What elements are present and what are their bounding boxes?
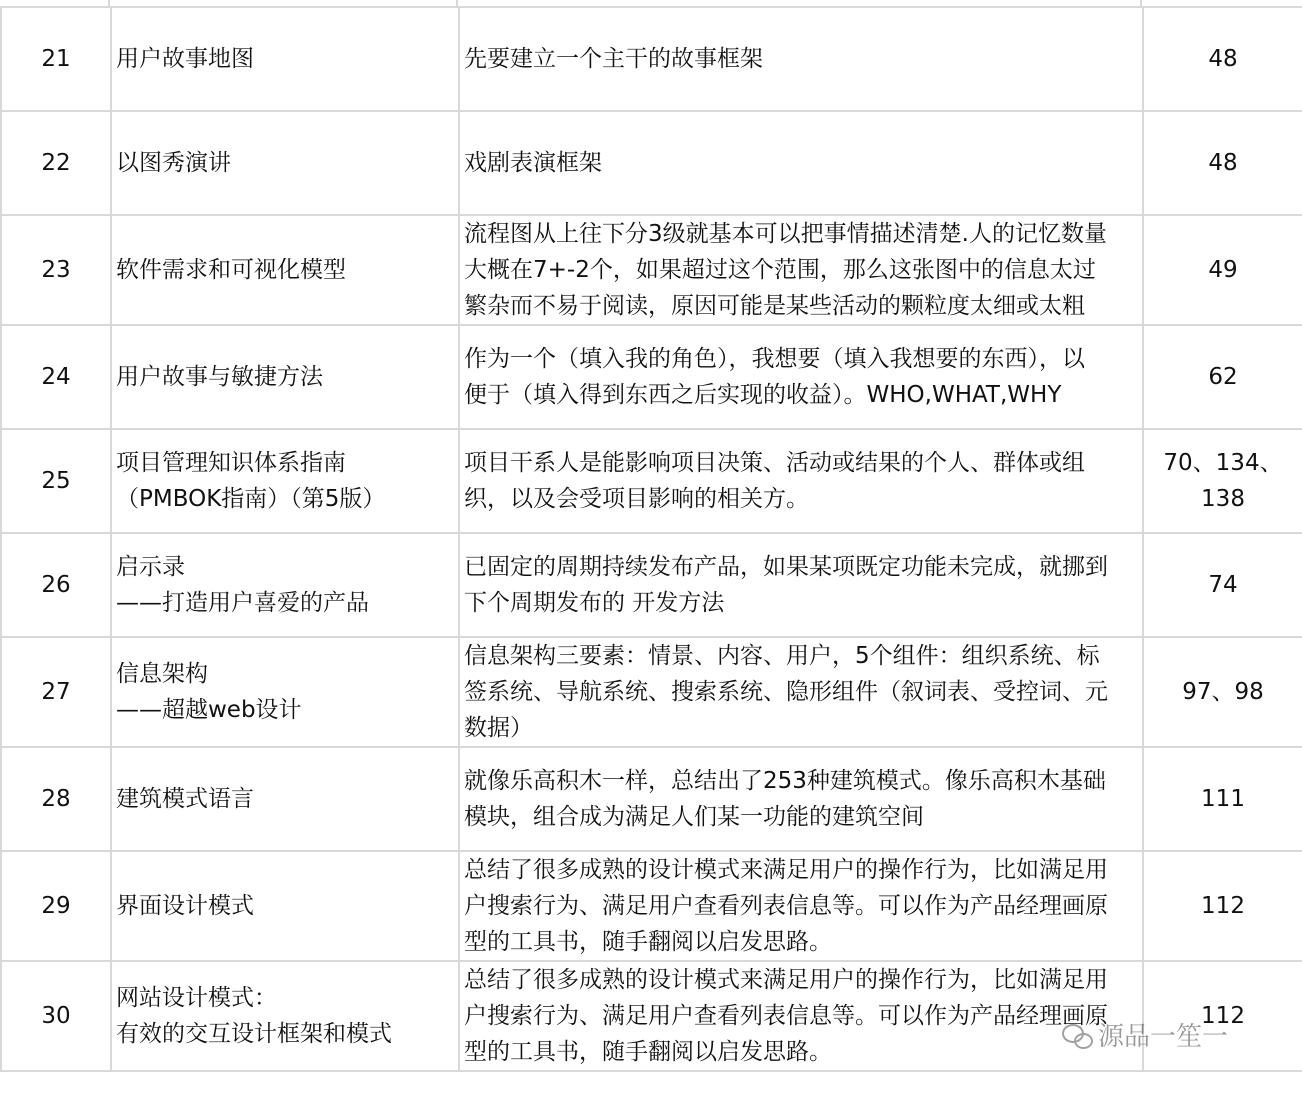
book-title-cell — [111, 215, 459, 325]
page-reference-cell — [1143, 637, 1302, 747]
row-number-cell — [1, 7, 111, 111]
table-row — [1, 429, 1302, 533]
book-title-cell — [111, 111, 459, 215]
row-number-cell — [1, 429, 111, 533]
book-title: 以图秀演讲 — [116, 150, 231, 176]
row-number: 21 — [41, 45, 71, 72]
row-number-cell — [1, 961, 111, 1071]
book-title: 用户故事地图 — [116, 45, 254, 72]
table-row — [1, 7, 1302, 111]
book-summary: 信息架构三要素：情景、内容、用户，5个组件：组织系统、标 签系统、导航系统、搜索系统、隐形组件（叙词表、受控词、元 数据） — [464, 643, 1108, 741]
table-row — [1, 533, 1302, 637]
book-summary-cell — [459, 7, 1143, 111]
table-row — [1, 851, 1302, 961]
book-title-cell — [111, 961, 459, 1071]
book-title: 网站设计模式： 有效的交互设计框架和模式 — [116, 985, 392, 1047]
page-reference: 112 — [1201, 1003, 1245, 1029]
page-reference: 62 — [1208, 364, 1238, 390]
table-body — [1, 7, 1302, 1071]
row-number-cell — [1, 111, 111, 215]
page-reference: 70、134、 138 — [1163, 450, 1283, 512]
book-summary-cell — [459, 429, 1143, 533]
table-row — [1, 961, 1302, 1071]
book-summary: 项目干系人是能影响项目决策、活动或结果的个人、群体或组 织，以及会受项目影响的相关方。 — [464, 450, 1085, 512]
row-number: 27 — [41, 679, 71, 705]
row-number: 29 — [41, 893, 71, 919]
page-reference: 97、98 — [1182, 679, 1264, 705]
page-reference: 74 — [1208, 572, 1238, 598]
book-title: 界面设计模式 — [116, 893, 254, 919]
book-summary-cell — [459, 747, 1143, 851]
table-row — [1, 215, 1302, 325]
row-number-cell — [1, 747, 111, 851]
page-reference-cell — [1143, 111, 1302, 215]
row-number: 24 — [41, 364, 71, 390]
book-summary: 总结了很多成熟的设计模式来满足用户的操作行为，比如满足用 户搜索行为、满足用户查看列表信息等。可以作为产品经理画原 型的工具书，随手翻阅以启发思路。 — [464, 967, 1108, 1065]
book-summary-cell — [459, 851, 1143, 961]
book-summary: 流程图从上往下分3级就基本可以把事情描述清楚.人的记忆数量 大概在7+-2个，如果超过这个范围，那么这张图中的信息太过 繁杂而不易于阅读，原因可能是某些活动的颗粒度太细或太粗 — [464, 221, 1107, 319]
row-number: 26 — [41, 572, 71, 598]
row-number-cell — [1, 325, 111, 429]
row-number: 30 — [41, 1003, 71, 1029]
page-reference-cell — [1143, 747, 1302, 851]
page-reference-cell — [1143, 215, 1302, 325]
row-number-cell — [1, 533, 111, 637]
book-summary-cell — [459, 533, 1143, 637]
page-reference: 48 — [1208, 45, 1238, 72]
row-number-cell — [1, 215, 111, 325]
table-row — [1, 637, 1302, 747]
book-summary: 先要建立一个主干的故事框架 — [464, 45, 763, 72]
book-summary-cell — [459, 325, 1143, 429]
row-number: 23 — [41, 257, 71, 283]
book-summary-cell — [459, 637, 1143, 747]
row-number: 22 — [41, 150, 71, 176]
row-number-cell — [1, 851, 111, 961]
page-reference-cell — [1143, 533, 1302, 637]
book-title-cell — [111, 533, 459, 637]
row-number: 25 — [41, 468, 71, 494]
book-title: 用户故事与敏捷方法 — [116, 364, 323, 390]
page-reference-cell — [1143, 325, 1302, 429]
book-title: 软件需求和可视化模型 — [116, 257, 346, 283]
row-number: 28 — [41, 786, 71, 812]
book-title-cell — [111, 747, 459, 851]
row-number-cell — [1, 637, 111, 747]
book-title: 项目管理知识体系指南 （PMBOK指南）（第5版） — [116, 450, 386, 512]
book-title: 启示录 ——打造用户喜爱的产品 — [116, 554, 369, 616]
book-summary: 总结了很多成熟的设计模式来满足用户的操作行为，比如满足用 户搜索行为、满足用户查看列表信息等。可以作为产品经理画原 型的工具书，随手翻阅以启发思路。 — [464, 857, 1108, 955]
book-title-cell — [111, 851, 459, 961]
book-summary: 戏剧表演框架 — [464, 150, 602, 176]
page-reference: 112 — [1201, 893, 1245, 919]
page-reference-cell — [1143, 429, 1302, 533]
book-title-cell — [111, 325, 459, 429]
book-summary: 已固定的周期持续发布产品，如果某项既定功能未完成，就挪到 下个周期发布的 开发方法 — [464, 554, 1108, 616]
book-summary-cell — [459, 111, 1143, 215]
book-list-table — [0, 7, 1302, 1072]
page-reference: 49 — [1208, 257, 1238, 283]
book-summary-cell — [459, 961, 1143, 1071]
page-reference: 48 — [1208, 150, 1238, 176]
table-row — [1, 111, 1302, 215]
book-summary-cell — [459, 215, 1143, 325]
table-row — [1, 325, 1302, 429]
book-title: 建筑模式语言 — [116, 786, 254, 812]
page-reference-cell — [1143, 851, 1302, 961]
page-reference-cell — [1143, 7, 1302, 111]
book-title-cell — [111, 429, 459, 533]
page-reference: 111 — [1201, 786, 1245, 812]
book-title-cell — [111, 637, 459, 747]
watermark-text: 源品一笙一 — [1098, 1022, 1229, 1052]
table-row — [1, 747, 1302, 851]
book-summary: 作为一个（填入我的角色），我想要（填入我想要的东西），以 便于（填入得到东西之后实现的收益）。WHO,WHAT,WHY — [464, 346, 1085, 408]
book-title: 信息架构 ——超越web设计 — [116, 661, 302, 723]
book-summary: 就像乐高积木一样，总结出了253种建筑模式。像乐高积木基础 模块，组合成为满足人们某一功能的建筑空间 — [464, 768, 1106, 830]
book-title-cell — [111, 7, 459, 111]
page-reference-cell — [1143, 961, 1302, 1071]
